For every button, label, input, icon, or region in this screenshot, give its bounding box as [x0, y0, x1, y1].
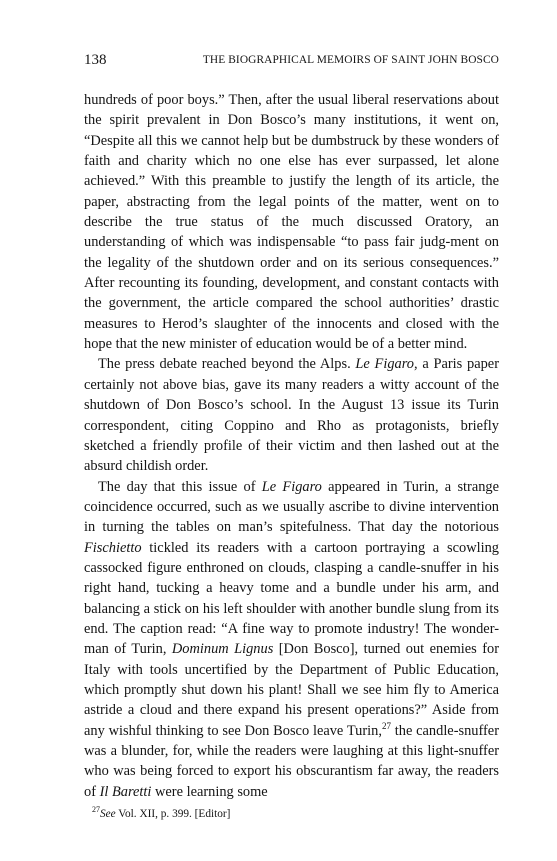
text-run: , a Paris paper certainly not above bias, gave its many readers a witty account of the shutdown of Don Bosco’s school. In the August 13 issue its Turin correspondent, citing Coppino and Rho as protagonists, briefly sketched a friendly profile of their victim and then lashed out at the absurd childish order. [84, 356, 499, 475]
running-head: THE BIOGRAPHICAL MEMOIRS OF SAINT JOHN BOSCO [202, 54, 499, 66]
italic-title: Le Figaro [355, 356, 415, 373]
italic-title: Le Figaro [261, 478, 322, 495]
italic-title: Dominum Lignus [171, 641, 274, 658]
text-run: appeared in Turin, a strange coincidence occurred, such as we usually ascribe to divine intervention in turning the tables on man’s spitefulness. That day the notorious [84, 478, 500, 536]
body-text [84, 90, 499, 802]
italic-title: Il Baretti [99, 783, 152, 800]
text-run: the candle-snuffer was a blunder, for, while the readers were laughing at this light-snuffer who was being forced to export his obscurantism far away, the readers of [84, 722, 499, 800]
paragraph [84, 354, 499, 476]
text-run: [Don Bosco], turned out enemies for Italy with tools uncertified by the Department of Public Education, which promptly shut down his plant! Shall we see him fly to America astride a cloud and there expand his present operations?” Aside from any wishful thinking to see Don Bosco leave Turin, [84, 641, 500, 739]
italic-title: Fischietto [84, 539, 142, 556]
footnote [92, 805, 492, 820]
footnote-marker: 27 [92, 805, 100, 815]
text-run: were learning some [151, 783, 268, 800]
page-header [84, 52, 499, 74]
paragraph [84, 90, 499, 354]
text-run: The press debate reached beyond the Alps. [98, 356, 356, 373]
paragraph [84, 477, 499, 803]
page-number: 138 [84, 52, 107, 68]
text-run: The day that this issue of [98, 478, 262, 495]
text-run: hundreds of poor boys.” Then, after the usual liberal reservations about the spirit prevalent in Don Bosco’s many institutions, it went on, “Despite all this we cannot help but be dumbstruck by these wonders of faith and charity which no one else has ever surpassed, let alone achieved.” With this preamble to justify the length of its article, the paper, abstracting from the legal points of the matter, went on to describe the true status of the much discussed Oratory, an understanding of which was indispensable “to pass fair judg-ment on the legality of the shutdown order and on its serious consequences.” After recounting its founding, development, and constant contacts with the government, the article compared the school authorities’ drastic measures to Herod’s slaughter of the innocents and closed with the hope that the new minister of education would be of a better mind. [84, 92, 499, 353]
text-run: tickled its readers with a cartoon portraying a scowling cassocked figure enthroned on clouds, clasping a candle-snuffer in his right hand, tucking a heavy tome and a bundle under his arm, and balancing a stick on his left shoulder with another bundle slung from its end. The caption read: “A fine way to promote industry! The wonder-man of Turin, [84, 539, 499, 658]
footnote-reference: 27 [381, 720, 391, 731]
footnote-see: See [100, 808, 116, 820]
footnote-text: Vol. XII, p. 399. [Editor] [115, 808, 231, 820]
